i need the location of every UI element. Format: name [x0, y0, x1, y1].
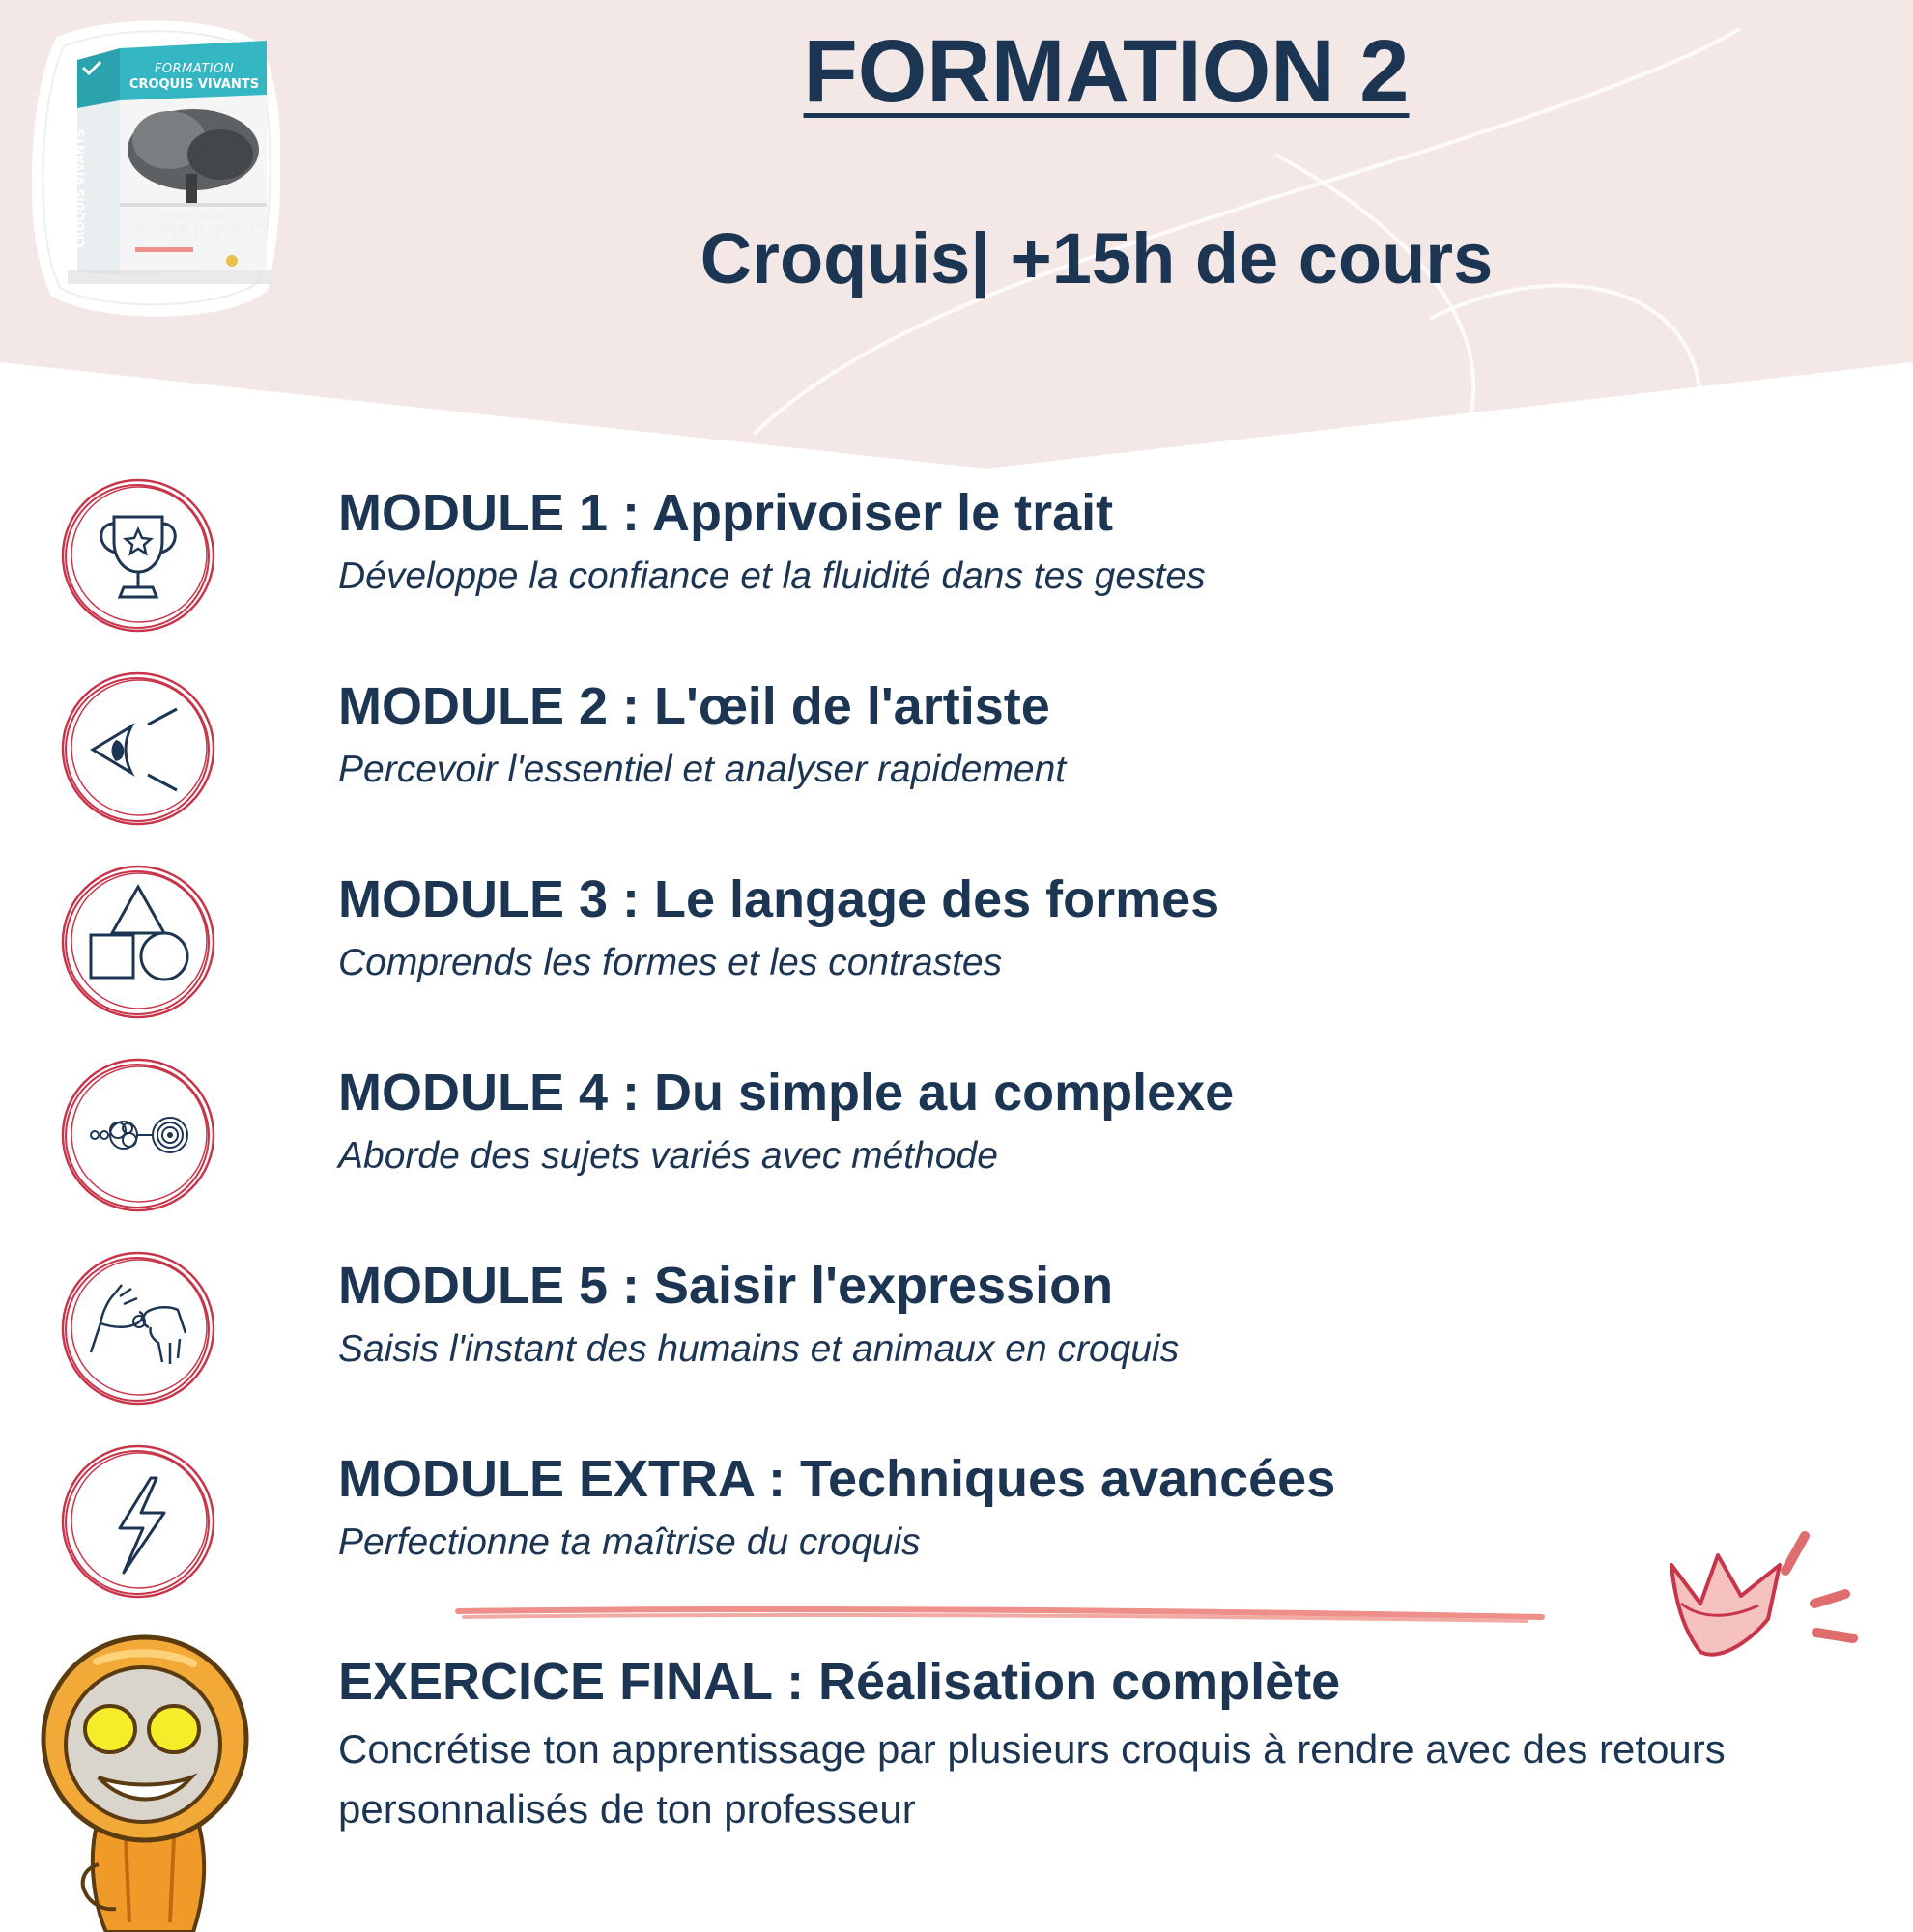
module-row-4 [0, 1063, 1913, 1227]
page-subtitle: Croquis| +15h de cours [700, 218, 1494, 298]
box-caption: SAVOIR CROQUER RAPIDEMENT ET TRAVAILLER SON STYLE [129, 213, 263, 243]
hands-gesture-icon [56, 1246, 220, 1410]
module-description: Saisis l'instant des humains et animaux en croquis [338, 1328, 1180, 1370]
module-title: MODULE EXTRA : Techniques avancées [338, 1450, 1336, 1508]
module-title: MODULE 3 : Le langage des formes [338, 870, 1220, 928]
module-description: Perfectionne ta maîtrise du croquis [338, 1521, 921, 1563]
crown-doodle-icon [1662, 1526, 1874, 1705]
module-title: MODULE 1 : Apprivoiser le trait [338, 484, 1114, 542]
page-title: FORMATION 2 [803, 22, 1410, 121]
final-exercise-description: Concrétise ton apprentissage par plusieurs croquis à rendre avec des retours personnalisés de ton professeur [338, 1726, 1726, 1832]
module-row-3 [0, 869, 1913, 1034]
module-row-extra [0, 1449, 1913, 1613]
module-description: Aborde des sujets variés avec méthode [338, 1135, 998, 1177]
astronaut-mascot-illustration [29, 1633, 280, 1932]
box-label-side: CROQUIS VIVANTS [73, 128, 87, 248]
module-title: MODULE 5 : Saisir l'expression [338, 1257, 1114, 1315]
shapes-icon [56, 860, 220, 1024]
module-row-5 [0, 1256, 1913, 1420]
brush-divider [454, 1604, 1546, 1632]
lightning-icon [56, 1439, 220, 1604]
module-row-2 [0, 676, 1913, 840]
module-description: Développe la confiance et la fluidité dans tes gestes [338, 555, 1206, 597]
eye-icon [56, 667, 220, 831]
box-label-name: CROQUIS VIVANTS [128, 77, 260, 92]
module-description: Comprends les formes et les contrastes [338, 942, 1003, 983]
module-row-1 [0, 483, 1913, 647]
trophy-icon [56, 473, 220, 638]
module-title: MODULE 2 : L'œil de l'artiste [338, 677, 1050, 735]
module-description: Percevoir l'essentiel et analyser rapidement [338, 749, 1067, 790]
scribble-to-spiral-icon [56, 1053, 220, 1217]
module-title: MODULE 4 : Du simple au complexe [338, 1064, 1235, 1122]
final-exercise-title: EXERCICE FINAL : Réalisation complète [338, 1653, 1341, 1711]
box-label-top: FORMATION [154, 62, 235, 76]
